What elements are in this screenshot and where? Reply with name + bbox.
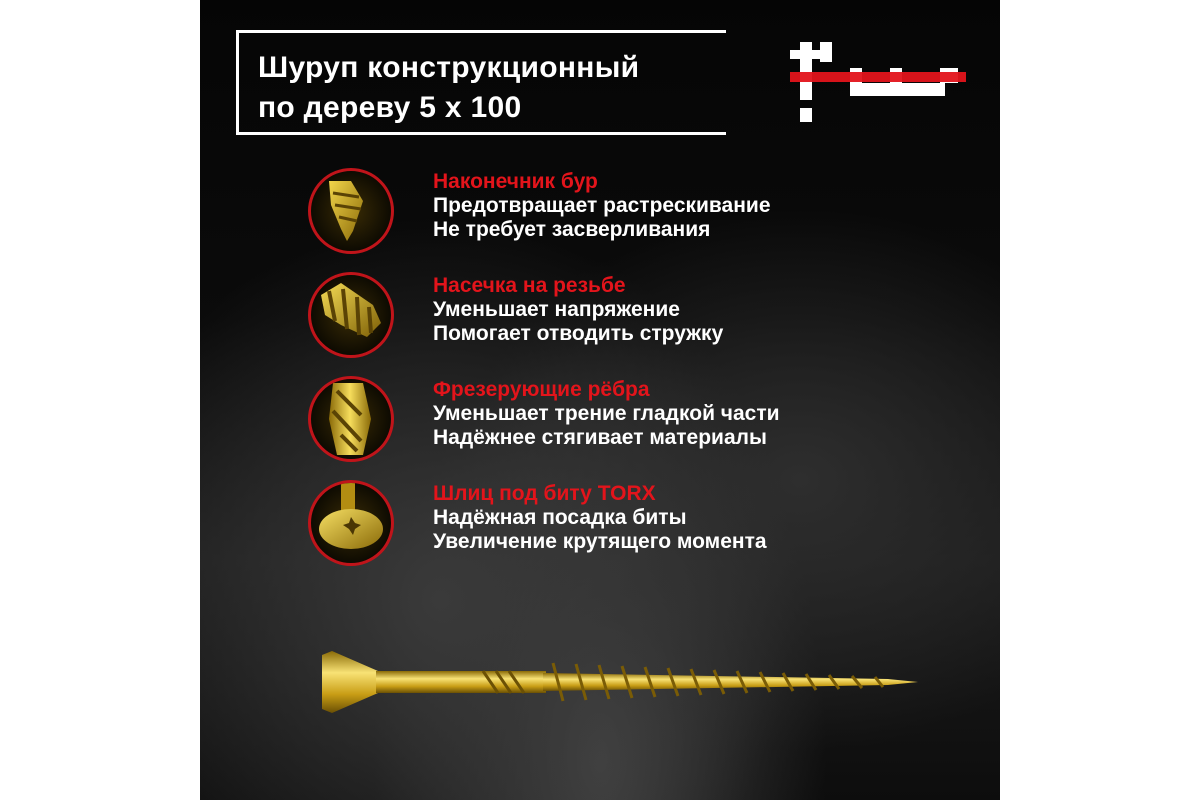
- product-title: [258, 48, 639, 128]
- screw-illustration: [318, 635, 928, 725]
- thread-notch-icon: [308, 272, 394, 358]
- drill-tip-icon: [308, 168, 394, 254]
- feature-line: Предотвращает растрескивание: [433, 194, 771, 217]
- feature-line: Надёжная посадка биты: [433, 506, 687, 529]
- feature-title: Наконечник бур: [433, 170, 598, 193]
- feature-line: Увеличение крутящего момента: [433, 530, 767, 553]
- feature-torx-slot: [308, 480, 868, 576]
- feature-thread-notch: [308, 272, 868, 368]
- feature-milling-ribs: [308, 376, 868, 472]
- feature-drill-tip: [308, 168, 868, 264]
- feature-line: Уменьшает напряжение: [433, 298, 680, 321]
- brand-logo-icon: [790, 38, 970, 133]
- feature-line: Уменьшает трение гладкой части: [433, 402, 780, 425]
- torx-slot-icon: [308, 480, 394, 566]
- product-card: [200, 0, 1000, 800]
- feature-title: Фрезерующие рёбра: [433, 378, 650, 401]
- feature-line: Помогает отводить стружку: [433, 322, 724, 345]
- title-line-1: Шуруп конструкционный: [258, 51, 640, 84]
- title-line-2: по дереву 5 х 100: [258, 91, 522, 124]
- milling-ribs-icon: [308, 376, 394, 462]
- feature-title: Насечка на резьбе: [433, 274, 626, 297]
- feature-line: Надёжнее стягивает материалы: [433, 426, 767, 449]
- feature-title: Шлиц под биту TORX: [433, 482, 656, 505]
- feature-line: Не требует засверливания: [433, 218, 711, 241]
